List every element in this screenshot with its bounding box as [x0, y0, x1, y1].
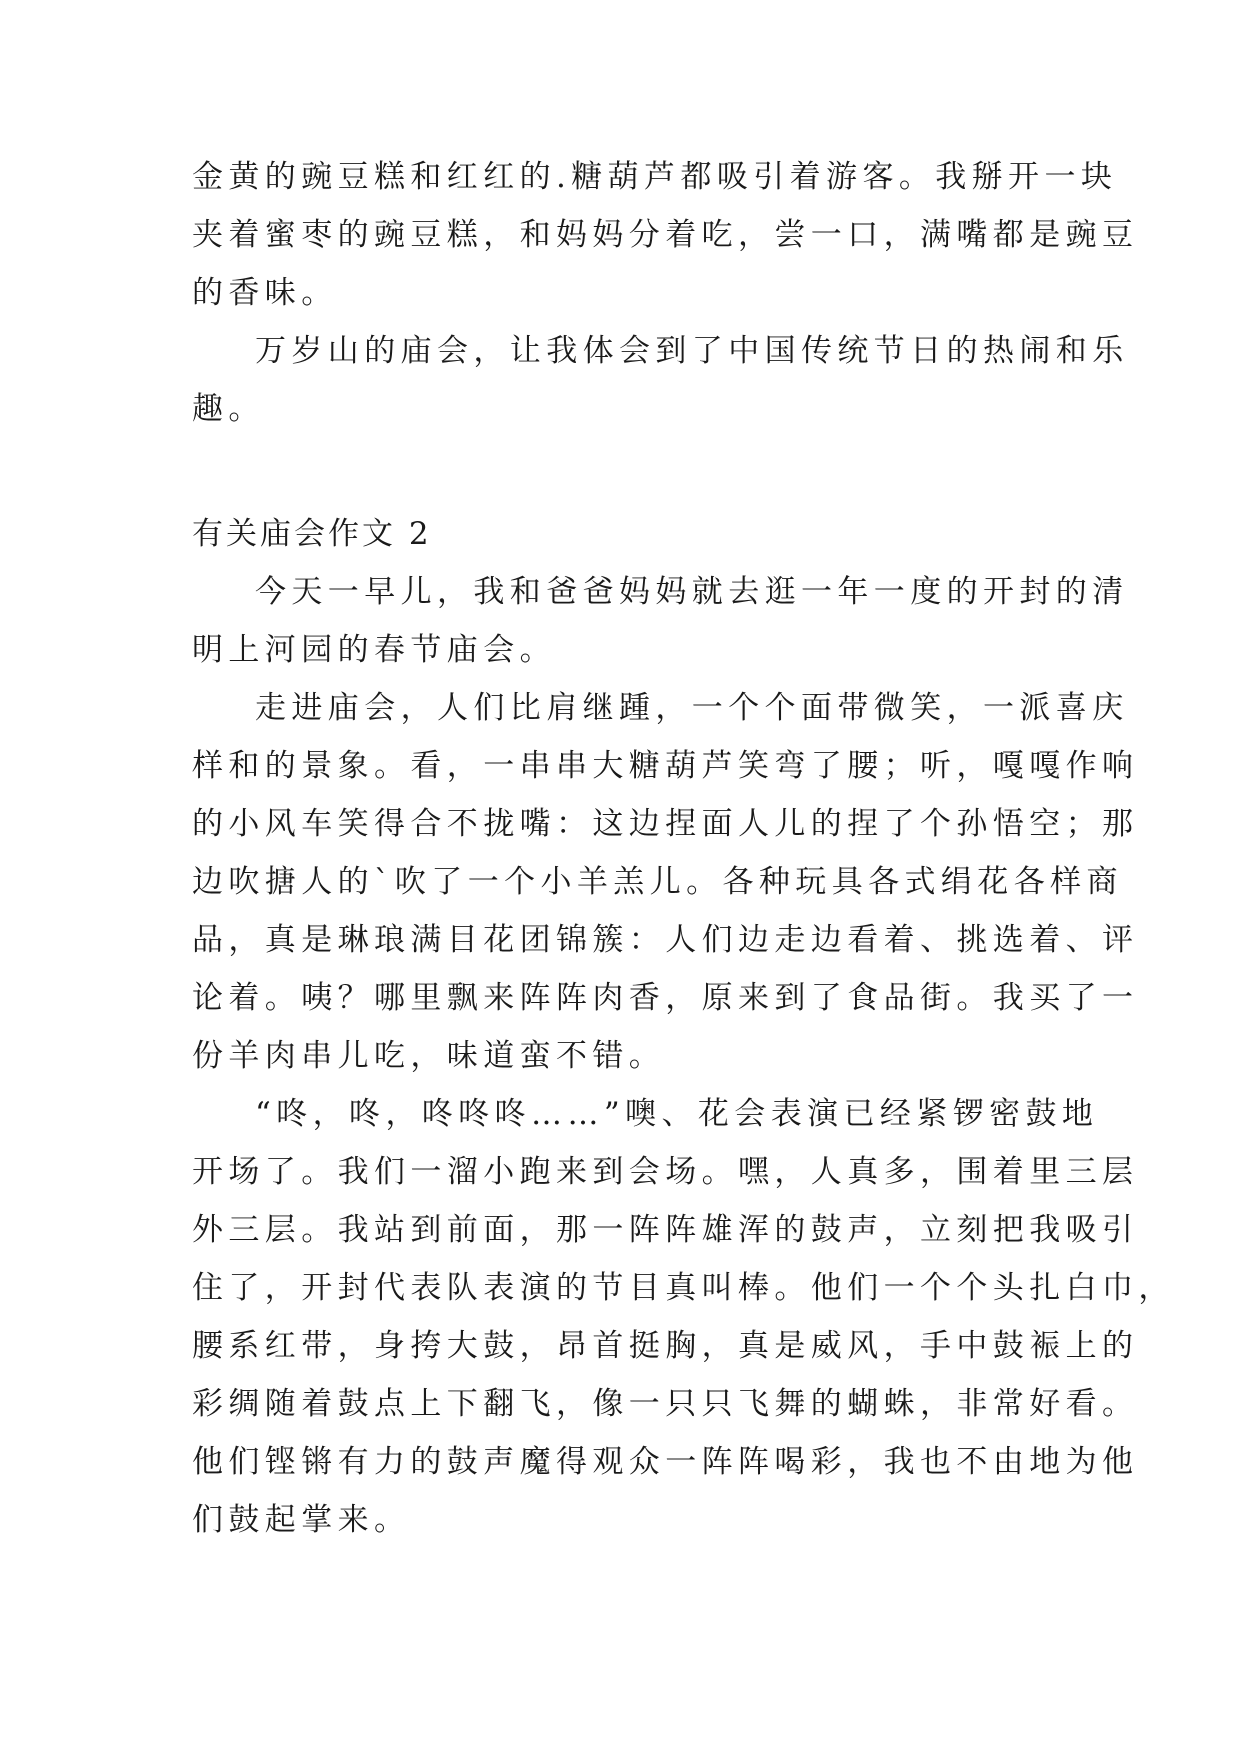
text-line: 样和的景象。看，一串串大糖葫芦笑弯了腰；听，嘎嘎作响	[192, 748, 1139, 784]
text-line: 外三层。我站到前面，那一阵阵雄浑的鼓声，立刻把我吸引	[192, 1212, 1139, 1248]
text-line: 论着。咦？哪里飘来阵阵肉香，原来到了食品街。我买了一	[192, 980, 1139, 1016]
text-line: 品，真是琳琅满目花团锦簇：人们边走边看着、挑选着、评	[192, 922, 1139, 958]
text-line: 走进庙会，人们比肩继踵，一个个面带微笑，一派喜庆	[255, 690, 1129, 726]
text-line: 今天一早儿，我和爸爸妈妈就去逛一年一度的开封的清	[255, 574, 1129, 610]
text-line: “咚，咚，咚咚咚……”噢、花会表演已经紧锣密鼓地	[255, 1096, 1099, 1132]
section-heading: 有关庙会作文 2	[192, 516, 432, 552]
text-line: 们鼓起掌来。	[192, 1502, 411, 1538]
text-line: 明上河园的春节庙会。	[192, 632, 556, 668]
text-line: 开场了。我们一溜小跑来到会场。嘿，人真多，围着里三层	[192, 1154, 1139, 1190]
text-line: 的小风车笑得合不拢嘴：这边捏面人儿的捏了个孙悟空；那	[192, 806, 1139, 842]
text-line: 他们铿锵有力的鼓声魔得观众一阵阵喝彩，我也不由地为他	[192, 1444, 1139, 1480]
text-line: 边吹搪人的`吹了一个小羊羔儿。各种玩具各式绢花各样商	[192, 864, 1123, 900]
text-line: 的香味。	[192, 275, 338, 311]
text-line: 万岁山的庙会，让我体会到了中国传统节日的热闹和乐	[255, 333, 1129, 369]
text-line: 份羊肉串儿吃，味道蛮不错。	[192, 1038, 666, 1074]
text-line: 腰系红带，身挎大鼓，昂首挺胸，真是威风，手中鼓裖上的	[192, 1328, 1139, 1364]
text-line: 彩绸随着鼓点上下翻飞，像一只只飞舞的蝴蛛，非常好看。	[192, 1386, 1139, 1422]
text-line: 趣。	[192, 391, 265, 427]
text-line: 住了，开封代表队表演的节目真叫棒。他们一个个头扎白巾，	[192, 1270, 1175, 1306]
text-line: 夹着蜜枣的豌豆糕，和妈妈分着吃，尝一口，满嘴都是豌豆	[192, 217, 1139, 253]
text-line: 金黄的豌豆糕和红红的.糖葫芦都吸引着游客。我掰开一块	[192, 159, 1118, 195]
